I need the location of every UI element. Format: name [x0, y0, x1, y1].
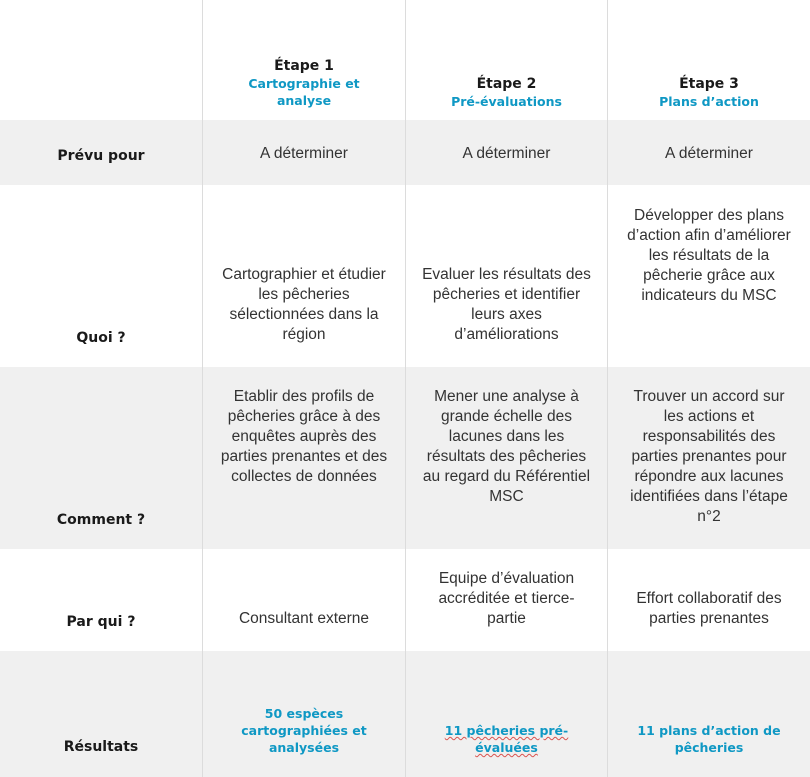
step-title: Étape 2 [476, 75, 537, 92]
result-text: 11 pêcheries pré-évaluées [405, 651, 607, 777]
step-title: Étape 3 [679, 75, 739, 92]
header-step-1 [202, 0, 405, 120]
cell-text: Consultant externe [202, 549, 405, 651]
row-label: Comment ? [56, 512, 146, 528]
row-parqui [0, 549, 810, 651]
row-label: Prévu pour [57, 148, 145, 164]
row-label: Quoi ? [76, 330, 126, 346]
row-resultats [0, 651, 810, 777]
cell-text: Mener une analyse à grande échelle des lacunes dans les résultats des pêcheries au regard du Référentiel MSC [405, 367, 607, 549]
cell-text: Cartographier et étudier les pêcheries sélectionnées dans la région [202, 185, 405, 367]
step-subtitle: Cartographie et analyse [248, 76, 360, 108]
cell-text: A déterminer [202, 120, 405, 185]
result-text: 11 plans d’action de pêcheries [607, 651, 810, 777]
cell-text: Effort collaboratif des parties prenantes [607, 549, 810, 651]
cell-text: Développer des plans d’action afin d’améliorer les résultats de la pêcherie grâce aux indicateurs du MSC [607, 185, 810, 367]
cell-text: Etablir des profils de pêcheries grâce à des enquêtes auprès des parties prenantes et des collectes de données [202, 367, 405, 549]
row-label: Résultats [63, 739, 139, 755]
row-label: Par qui ? [66, 614, 136, 630]
header-step-2 [405, 0, 607, 120]
cell-text: A déterminer [405, 120, 607, 185]
cell-text: Trouver un accord sur les actions et responsabilités des parties prenantes pour répondre aux lacunes identifiées dans l’étape n°2 [607, 367, 810, 549]
result-text: 50 espèces cartographiées et analysées [202, 651, 405, 777]
row-comment [0, 367, 810, 549]
cell-text: Evaluer les résultats des pêcheries et identifier leurs axes d’améliorations [405, 185, 607, 367]
header-step-3 [607, 0, 810, 120]
row-prevu [0, 120, 810, 185]
step-subtitle: Plans d’action [659, 93, 759, 109]
step-subtitle: Pré-évaluations [451, 93, 562, 109]
step-title: Étape 1 [274, 58, 334, 74]
corner-cell [0, 0, 202, 120]
row-quoi [0, 185, 810, 367]
cell-text: A déterminer [607, 120, 810, 185]
header-row [0, 0, 810, 120]
cell-text: Equipe d’évaluation accréditée et tierce-partie [405, 549, 607, 651]
